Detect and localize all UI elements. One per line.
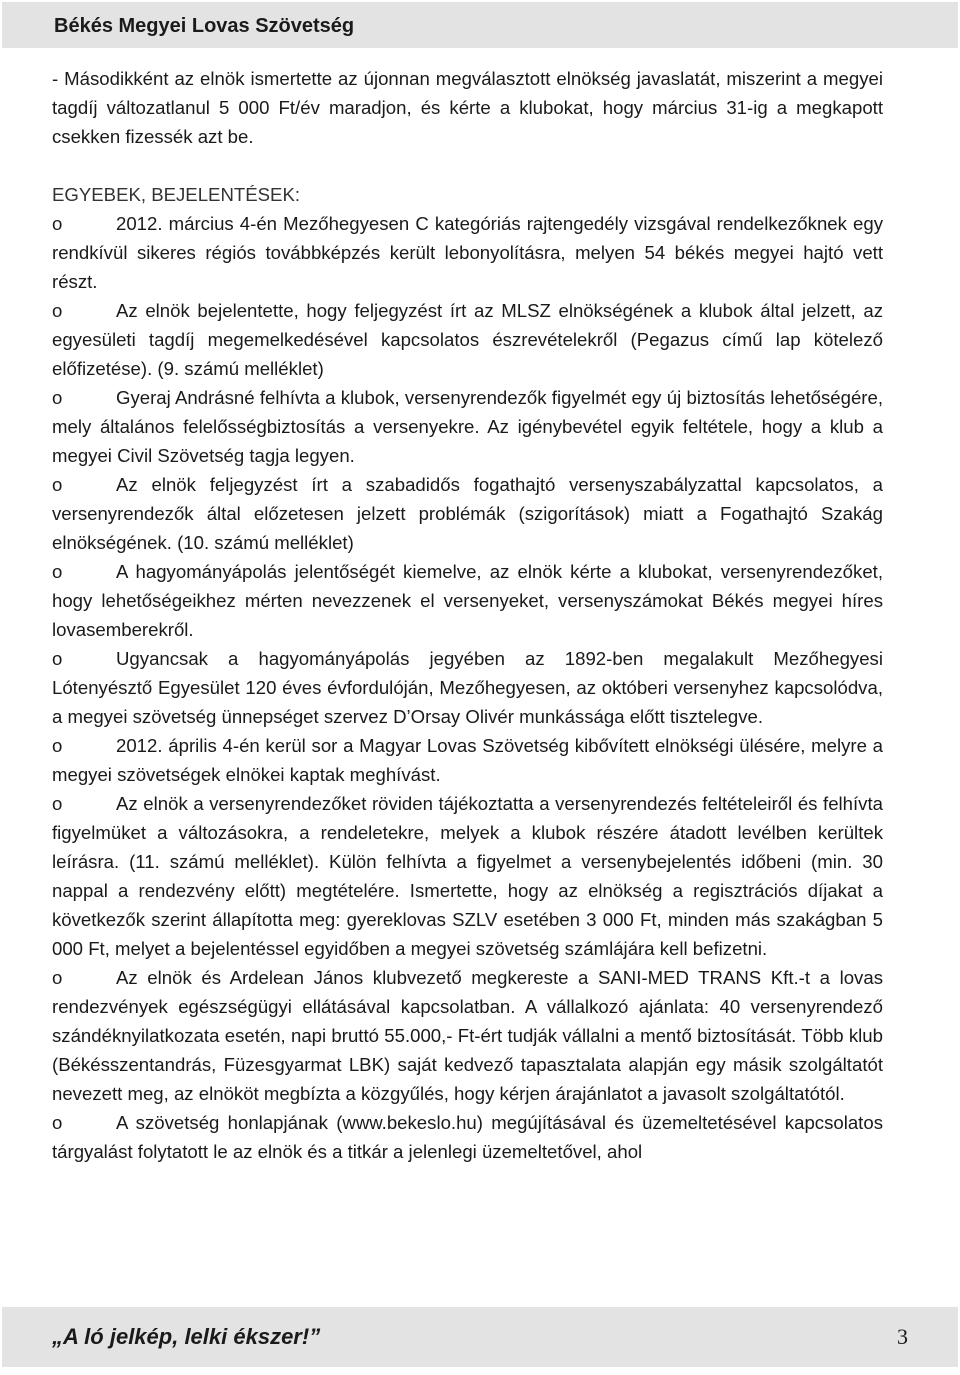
document-body xyxy=(52,64,883,1166)
bullet-text: A hagyományápolás jelentőségét kiemelve, az elnök kérte a klubokat, versenyrendezőket, hogy lehetőségeikhez mérten nevezzenek el versenyeket, versenyszámokat Békés megyei híres lovasemberekről. xyxy=(52,561,883,640)
bullet-text: Gyeraj Andrásné felhívta a klubok, versenyrendezők figyelmét egy új biztosítás lehetőségére, mely általános felelősségbiztosítás a versenyekre. Az igénybevétel egyik feltétele, hogy a klub a megyei Civil Szövetség tagja legyen. xyxy=(52,387,883,466)
bullet-text: Az elnök a versenyrendezőket röviden tájékoztatta a versenyrendezés feltételeiről és felhívta figyelmüket a változásokra, a rendeletekre, melyek a klubok részére átadott levélben kerültek leírásra. (11. számú melléklet). Külön felhívta a figyelmet a versenybejelentés időbeni (min. 30 nappal a rendezvény előtt) megtételére. Ismertette, hogy az elnökség a regisztrációs díjakat a következők szerint állapította meg: gyereklovas SZLV esetében 3 000 Ft, minden más szakágban 5 000 Ft, melyet a bejelentéssel egyidőben a megyei szövetség számlájára kell befizetni. xyxy=(52,793,883,959)
page-header xyxy=(2,2,958,48)
bullet-item xyxy=(52,557,883,644)
bullet-item xyxy=(52,383,883,470)
bullet-item xyxy=(52,1108,883,1166)
bullet-text: 2012. március 4-én Mezőhegyesen C kategóriás rajtengedély vizsgával rendelkezőknek egy rendkívül sikeres régiós továbbképzés került lebonyolításra, melyen 54 békés megyei hajtó vett részt. xyxy=(52,213,883,292)
bullet-item xyxy=(52,209,883,296)
bullet-marker: o xyxy=(52,967,63,988)
page-number: 3 xyxy=(897,1324,908,1349)
intro-paragraph: - Másodikként az elnök ismertette az újonnan megválasztott elnökség javaslatát, miszerint a megyei tagdíj változatlanul 5 000 Ft/év maradjon, és kérte a klubokat, hogy március 31-ig a megkapott csekken fizessék azt be. xyxy=(52,68,883,147)
bullet-marker: o xyxy=(52,793,63,814)
bullet-marker: o xyxy=(52,561,63,582)
bullet-item xyxy=(52,789,883,963)
bullet-item xyxy=(52,644,883,731)
section-title: EGYEBEK, BEJELENTÉSEK: xyxy=(52,184,301,205)
bullet-list xyxy=(52,209,883,1166)
bullet-item xyxy=(52,731,883,789)
bullet-text: 2012. április 4-én kerül sor a Magyar Lovas Szövetség kibővített elnökségi ülésére, melyre a megyei szövetségek elnökei kaptak meghívást. xyxy=(52,735,883,785)
bullet-marker: o xyxy=(52,1112,63,1133)
bullet-text: Az elnök bejelentette, hogy feljegyzést írt az MLSZ elnökségének a klubok által jelzett, az egyesületi tagdíj megemelkedésével kapcsolatos észrevételekről (Pegazus című lap kötelező előfizetése). (9. számú melléklet) xyxy=(52,300,883,379)
bullet-text: Ugyancsak a hagyományápolás jegyében az 1892-ben megalakult Mezőhegyesi Lótenyésztő Egyesület 120 éves évfordulóján, Mezőhegyesen, az októberi versenyhez kapcsolódva, a megyei szövetség ünnepséget szervez D’Orsay Olivér munkássága előtt tisztelegve. xyxy=(52,648,883,727)
bullet-marker: o xyxy=(52,213,63,234)
bullet-text: Az elnök és Ardelean János klubvezető megkereste a SANI-MED TRANS Kft.-t a lovas rendezvények egészségügyi ellátásával kapcsolatban. A vállalkozó ajánlata: 40 versenyrendező szándéknyilatkozata esetén, napi bruttó 55.000,- Ft-ért tudják vállalni a mentő biztosítását. Több klub (Békésszentandrás, Füzesgyarmat LBK) saját kedvező tapasztalata alapján egy másik szolgáltatót nevezett meg, az elnököt megbízta a közgyűlés, hogy kérjen árajánlatot a javasolt szolgáltatótól. xyxy=(52,967,883,1104)
bullet-marker: o xyxy=(52,474,63,495)
bullet-marker: o xyxy=(52,387,63,408)
bullet-text: A szövetség honlapjának (www.bekeslo.hu) megújításával és üzemeltetésével kapcsolatos tárgyalást folytatott le az elnök és a titkár a jelenlegi üzemeltetővel, ahol xyxy=(52,1112,883,1162)
bullet-marker: o xyxy=(52,300,63,321)
bullet-item xyxy=(52,296,883,383)
page-footer xyxy=(2,1307,958,1367)
header-title: Békés Megyei Lovas Szövetség xyxy=(54,15,355,37)
bullet-item xyxy=(52,963,883,1108)
bullet-marker: o xyxy=(52,648,63,669)
footer-motto: „A ló jelkép, lelki ékszer!” xyxy=(52,1324,321,1349)
bullet-marker: o xyxy=(52,735,63,756)
bullet-item xyxy=(52,470,883,557)
bullet-text: Az elnök feljegyzést írt a szabadidős fogathajtó versenyszabályzattal kapcsolatos, a versenyrendezők által előzetesen jelzett problémák (szigorítások) miatt a Fogathajtó Szakág elnökségének. (10. számú melléklet) xyxy=(52,474,883,553)
